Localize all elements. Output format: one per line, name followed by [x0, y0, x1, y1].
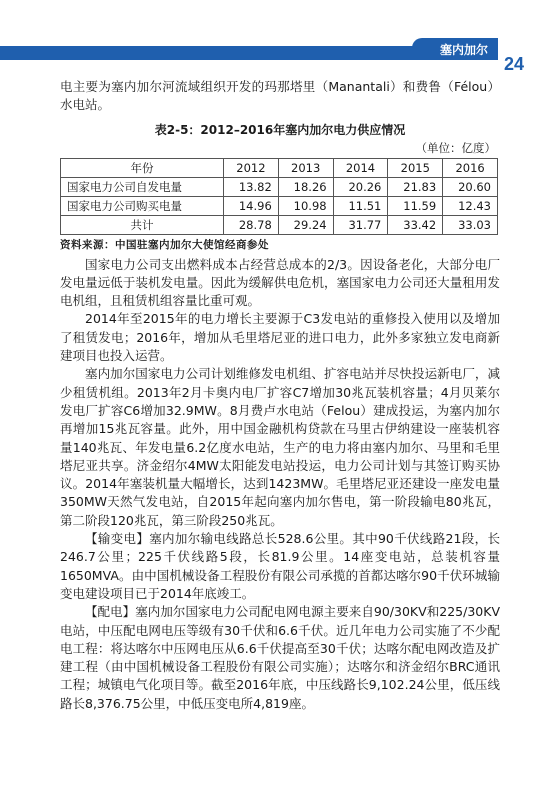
body-paragraph: 【配电】塞内加尔国家电力公司配电网电源主要来自90/30KV和225/30KV电站，中压配电网电压等级有30千伏和6.6千伏。近几年电力公司实施了不少配电工程：将达喀尔中压网电压从6.6千伏提高至30千伏；达喀尔配电网改造及扩建工程（由中国机械设备工程股份有限公司实施）；达喀尔和济金绍尔BRC通讯工程；城镇电气化项目等。截至2016年底，中压线路长9,102.24公里，低压线路长8,376.75公里，中低压变电所4,819座。	[60, 604, 500, 711]
table-source: 资料来源：中国驻塞内加尔大使馆经商参处	[60, 238, 269, 251]
table-cell: 11.51	[333, 196, 388, 215]
page-number: 24	[504, 54, 525, 74]
table-title: 表2-5：2012–2016年塞内加尔电力供应情况	[154, 122, 406, 137]
table-cell: 31.77	[333, 215, 388, 234]
page-content	[60, 78, 500, 713]
table-row	[61, 177, 498, 196]
row-label: 国家电力公司自发电量	[61, 177, 224, 196]
table-row	[61, 196, 498, 215]
table-header-year: 2013	[278, 158, 333, 177]
table-header-row	[61, 158, 498, 177]
body-paragraph: 塞内加尔国家电力公司计划维修发电机组、扩容电站并尽快投运新电厂，减少租赁机组。2013年2月卡奥内电厂扩容C7增加30兆瓦装机容量；4月贝莱尔发电厂扩容C6增加32.9MW。8月费卢水电站（Felou）建成投运，为塞内加尔再增加15兆瓦容量。此外，用中国金融机构贷款在马里古伊纳建设一座装机容量140兆瓦、年发电量6.2亿度水电站，生产的电力将由塞内加尔、马里和毛里塔尼亚共享。济金绍尔4MW太阳能发电站投运，电力公司计划与其签订购买协议。2014年塞装机量大幅增长，达到1423MW。毛里塔尼亚还建设一座发电量350MW天然气发电站，自2015年起向塞内加尔售电，第一阶段输电80兆瓦，第二阶段120兆瓦，第三阶段250兆瓦。	[60, 366, 500, 528]
table-unit: （单位：亿度）	[415, 140, 496, 155]
intro-paragraph: 电主要为塞内加尔河流域组织开发的玛那塔里（Manantali）和费鲁（Félou）水电站。	[60, 79, 500, 113]
table-cell: 33.42	[388, 215, 443, 234]
table-cell: 33.03	[443, 215, 498, 234]
table-cell: 11.59	[388, 196, 443, 215]
table-cell: 18.26	[278, 177, 333, 196]
row-label: 共计	[61, 215, 224, 234]
table-cell: 28.78	[224, 215, 279, 234]
table-cell: 29.24	[278, 215, 333, 234]
table-cell: 12.43	[443, 196, 498, 215]
table-header-year: 2014	[333, 158, 388, 177]
power-supply-table	[60, 158, 498, 235]
body-paragraph: 2014年至2015年的电力增长主要源于C3发电站的重修投入使用以及增加了租赁发电；2016年，增加从毛里塔尼亚的进口电力，此外多家独立发电商新建项目也投入运营。	[60, 311, 500, 364]
header-tab-label: 塞内加尔	[439, 43, 488, 57]
table-header-year: 2015	[388, 158, 443, 177]
table-cell: 13.82	[224, 177, 279, 196]
table-cell: 14.96	[224, 196, 279, 215]
body-paragraph: 【输变电】塞内加尔输电线路总长528.6公里。其中90千伏线路21段，长246.7公里；225千伏线路5段，长81.9公里。14座变电站，总装机容量1650MVA。由中国机械设备工程股份有限公司承揽的首都达喀尔90千伏环城输变电建设项目已于2014年底竣工。	[60, 531, 500, 601]
table-cell: 20.26	[333, 177, 388, 196]
table-header-label: 年份	[61, 158, 224, 177]
table-cell: 21.83	[388, 177, 443, 196]
table-cell: 20.60	[443, 177, 498, 196]
table-header-year: 2016	[443, 158, 498, 177]
row-label: 国家电力公司购买电量	[61, 196, 224, 215]
table-cell: 10.98	[278, 196, 333, 215]
body-paragraph: 国家电力公司支出燃料成本占经营总成本的2/3。因设备老化，大部分电厂发电量远低于装机发电量。因此为缓解供电危机，塞国家电力公司还大量租用发电机组，且租赁机组容量比重可观。	[60, 256, 500, 309]
table-header-year: 2012	[224, 158, 279, 177]
table-total-row	[61, 215, 498, 234]
header-tab	[412, 38, 498, 60]
